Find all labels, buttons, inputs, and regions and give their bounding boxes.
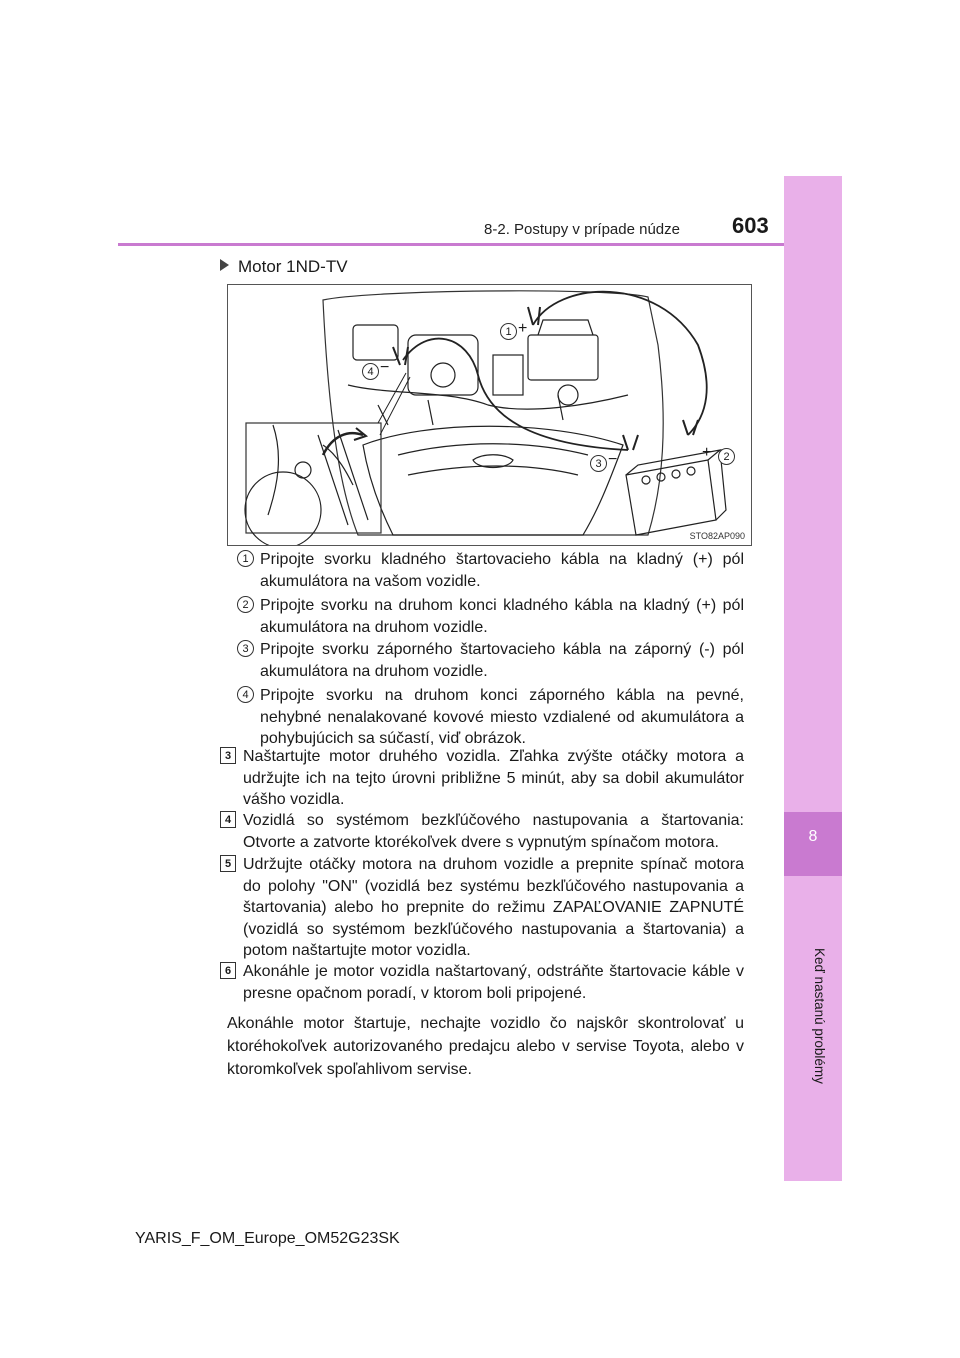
callout-2-sign: + xyxy=(702,444,712,461)
callout-4-sign: − xyxy=(380,359,390,376)
callout-1-sign: + xyxy=(518,320,528,337)
step-3-text: Naštartujte motor druhého vozidla. Zľahka zvýšte otáčky motora a udržujte ich na tejto úrovni približne 5 minút, aby sa dobil akumulátor vášho vozidla. xyxy=(243,748,744,808)
substep-3-marker: 3 xyxy=(237,640,254,657)
page-number: 603 xyxy=(732,213,769,238)
callout-1: 1 xyxy=(500,323,517,340)
footer-doc-code: YARIS_F_OM_Europe_OM52G23SK xyxy=(135,1230,400,1247)
substep-2-text: Pripojte svorku na druhom konci kladného kábla na kladný (+) pól akumulátora na druhom vozidle. xyxy=(260,597,744,636)
closing-paragraph: Akonáhle motor štartuje, nechajte vozidlo čo najskôr skontrolovať u ktoréhokoľvek autorizovaného predajcu alebo v servise Toyota, alebo v ktoromkoľvek spoľahlivom servise. xyxy=(227,1015,744,1078)
callout-3: 3 xyxy=(590,455,607,472)
figure-code: STO82AP090 xyxy=(689,531,745,541)
substep-3-text: Pripojte svorku záporného štartovacieho kábla na záporný (-) pól akumulátora na druhom vozidle. xyxy=(260,641,744,680)
step-3-marker: 3 xyxy=(220,747,236,764)
step-5-text: Udržujte otáčky motora na druhom vozidle a prepnite spínač motora do polohy "ON" (vozidlá bez systému bezkľúčového nastupovania a štartovania) alebo ho prepnite do režimu ZAPAĽOVANIE ZAPNUTÉ (vozidlá so systémom bezkľúčového nastupovania a štartovania) a potom naštartujte motor vozidla. xyxy=(243,856,744,959)
triangle-bullet-icon xyxy=(220,259,229,271)
substep-1-marker: 1 xyxy=(237,550,254,567)
substep-4-marker: 4 xyxy=(237,686,254,703)
callout-3-sign: − xyxy=(608,451,618,468)
callout-2: 2 xyxy=(718,448,735,465)
step-5-marker: 5 xyxy=(220,855,236,872)
callout-4: 4 xyxy=(362,363,379,380)
step-6-text: Akonáhle je motor vozidla naštartovaný, odstráňte štartovacie káble v presne opačnom poradí, v ktorom boli pripojené. xyxy=(243,963,744,1002)
substep-4-text: Pripojte svorku na druhom konci záporného kábla na pevné, nehybné nenalakované kovové miesto vzdialené od akumulátora a pohybujúcich sa súčastí, viď obrázok. xyxy=(260,687,744,747)
header-rule xyxy=(118,243,784,246)
engine-illustration xyxy=(228,285,751,545)
step-4-marker: 4 xyxy=(220,811,236,828)
step-4-text: Vozidlá so systémom bezkľúčového nastupovania a štartovania: Otvorte a zatvorte ktorékoľvek dvere s vypnutým spínačom motora. xyxy=(243,812,744,851)
substep-2-marker: 2 xyxy=(237,596,254,613)
subheading xyxy=(220,257,348,277)
engine-jumpstart-figure xyxy=(227,284,752,546)
chapter-number: 8 xyxy=(808,828,818,845)
substep-1-text: Pripojte svorku kladného štartovacieho kábla na kladný (+) pól akumulátora na vašom vozidle. xyxy=(260,551,744,590)
chapter-title xyxy=(799,886,827,1146)
subheading-text: Motor 1ND-TV xyxy=(238,257,348,276)
chapter-title-text: Keď nastanú problémy xyxy=(812,948,827,1084)
step-6-marker: 6 xyxy=(220,962,236,979)
section-title: 8-2. Postupy v prípade núdze xyxy=(484,221,680,238)
